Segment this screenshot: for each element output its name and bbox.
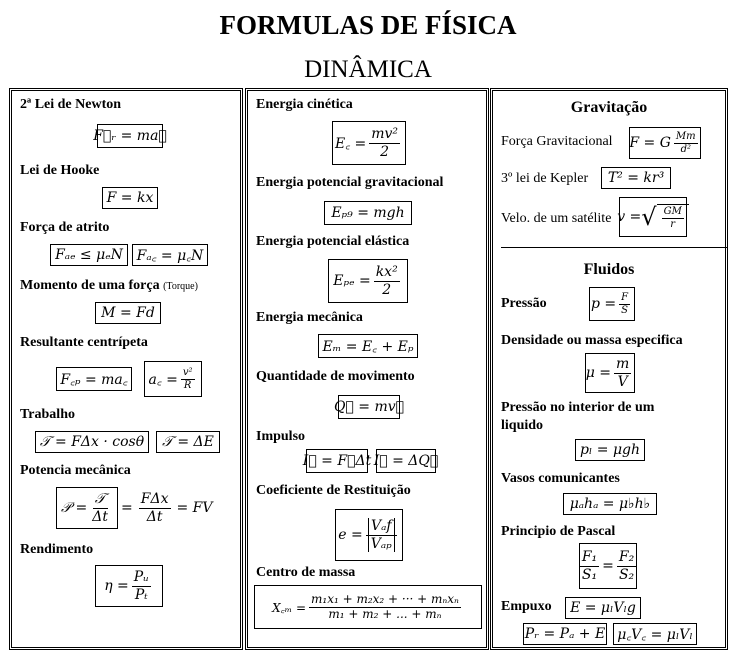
- satelite-den: r: [670, 218, 676, 230]
- formula-impulso-1: I⃗ = F⃗Δt: [306, 449, 368, 473]
- formula-impulso-2: I⃗ = ΔQ⃗: [376, 449, 436, 473]
- formula-atrito-cinetico: Fₐ꜀ = μ꜀N: [132, 244, 208, 266]
- satelite-sqrt: [641, 204, 689, 230]
- heading-restituicao: Coeficiente de Restituição: [256, 483, 411, 498]
- restituicao-num-wrap: [366, 518, 397, 535]
- centro-massa-lhs: X꜀ₘ =: [272, 600, 307, 615]
- cinetica-lhs: E꜀ =: [334, 135, 367, 152]
- rendimento-lhs: η =: [104, 578, 129, 594]
- cinetica-num: mv²: [371, 126, 399, 143]
- acel-centripeta-den: R: [183, 379, 192, 391]
- formula-satelite: [619, 197, 687, 237]
- pressao-num: F: [621, 292, 629, 303]
- formula-trabalho-2: 𝒯 = ΔE: [156, 431, 220, 453]
- formula-densidades-volumes: μ꜀V꜀ = μₗVₗ: [613, 623, 697, 645]
- potencia-eq: =: [121, 500, 133, 516]
- heading-densidade: Densidade ou massa especifica: [501, 333, 683, 348]
- formula-potencial-gravitacional: Eₚ₉ = mgh: [324, 201, 412, 225]
- potencia-den-2: Δt: [146, 508, 163, 525]
- acel-centripeta-lhs: a꜀ =: [148, 371, 178, 388]
- heading-momento-text: Momento de uma força: [20, 278, 160, 293]
- heading-atrito: Força de atrito: [20, 220, 110, 235]
- elastica-lhs: Eₚₑ =: [333, 273, 371, 289]
- pascal-num-1: F₁: [581, 549, 598, 566]
- formula-pressao: [589, 287, 635, 321]
- sqrt-icon: √: [641, 203, 657, 231]
- heading-vasos: Vasos comunicantes: [501, 471, 620, 486]
- formula-mecanica: Eₘ = E꜀ + Eₚ: [318, 334, 418, 358]
- formula-pressao-resultante: Pᵣ = Pₐ + E: [523, 623, 607, 645]
- restituicao-den-wrap: [366, 536, 397, 552]
- formula-trabalho-1: 𝒯 = FΔx · cosθ: [35, 431, 149, 453]
- label-satelite: Velo. de um satélite: [501, 211, 612, 226]
- satelite-under: [657, 204, 689, 230]
- heading-newton: 2ª Lei de Newton: [20, 97, 122, 112]
- formula-momento: M = Fd: [95, 302, 161, 324]
- formula-potencia: [56, 487, 213, 529]
- formula-densidade: [585, 353, 635, 393]
- formula-vasos: μₐhₐ = μ♭h♭: [563, 493, 657, 515]
- potencia-den-1: Δt: [92, 508, 109, 525]
- pascal-den-2: S₂: [618, 566, 635, 583]
- formula-restituicao: [335, 509, 403, 561]
- rendimento-den: Pₜ: [134, 586, 148, 603]
- heading-momento: [20, 278, 198, 294]
- restituicao-num: Vₐf: [368, 518, 395, 534]
- heading-cinetica: Energia cinética: [256, 97, 353, 112]
- heading-pressao-interior-1: Pressão no interior de um: [501, 400, 655, 415]
- formula-cinetica: [332, 121, 406, 165]
- acel-centripeta-num: v²: [182, 367, 193, 378]
- rendimento-frac: [132, 569, 151, 602]
- forca-grav-num: Mm: [675, 131, 696, 142]
- rendimento-num: Pᵤ: [133, 569, 149, 586]
- column-middle: [245, 88, 489, 650]
- formula-newton: F⃗ᵣ = ma⃗: [97, 124, 163, 148]
- page-title: FORMULAS DE FÍSICA: [219, 10, 517, 40]
- formula-forca-centripeta: F꜀ₚ = ma꜀: [56, 367, 132, 391]
- column-right: [490, 88, 728, 650]
- formula-empuxo: E = μₗVₗg: [565, 597, 641, 619]
- column-left: [9, 88, 243, 650]
- pressao-den: S: [621, 304, 628, 316]
- formula-atrito-estatico: Fₐₑ ≤ μₑN: [50, 244, 128, 266]
- restituicao-frac: [366, 518, 397, 551]
- elastica-den: 2: [382, 281, 392, 298]
- heading-potencial-gravitacional: Energia potencial gravitacional: [256, 175, 444, 190]
- label-forca-gravitacional: Força Gravitacional: [501, 134, 613, 149]
- satelite-frac: [662, 206, 684, 230]
- centro-massa-frac: [309, 593, 461, 622]
- potencia-frac-2: [139, 491, 171, 524]
- heading-hooke: Lei de Hooke: [20, 163, 100, 178]
- formula-forca-gravitacional: [629, 127, 701, 159]
- restituicao-den: Vₐₚ: [368, 536, 395, 552]
- densidade-lhs: μ =: [585, 365, 611, 381]
- satelite-num: GM: [663, 206, 682, 217]
- cinetica-den: 2: [380, 143, 390, 160]
- potencia-num-1: 𝒯: [94, 491, 106, 508]
- heading-centro-massa: Centro de massa: [256, 565, 356, 580]
- heading-rendimento: Rendimento: [20, 542, 94, 557]
- formula-centro-massa: [254, 585, 482, 629]
- pascal-frac-2: [617, 549, 636, 582]
- section-title-gravitacao: Gravitação: [570, 99, 648, 116]
- heading-trabalho: Trabalho: [20, 407, 75, 422]
- section-divider: [501, 247, 727, 248]
- forca-grav-lhs: F = G: [629, 135, 671, 151]
- pascal-frac-1: [580, 549, 599, 582]
- heading-impulso: Impulso: [256, 429, 306, 444]
- heading-pressao: Pressão: [501, 296, 547, 311]
- cinetica-frac: [369, 126, 400, 159]
- potencia-rhs: = FV: [176, 500, 213, 516]
- potencia-num-2: FΔx: [140, 491, 169, 508]
- heading-centripeta: Resultante centrípeta: [20, 335, 148, 350]
- densidade-num: m: [616, 356, 630, 373]
- pascal-den-1: S₁: [581, 566, 598, 583]
- pascal-num-2: F₂: [618, 549, 635, 566]
- heading-mecanica: Energia mecânica: [256, 310, 363, 325]
- formula-potencial-elastica: [328, 259, 408, 303]
- pascal-eq: =: [602, 558, 614, 574]
- elastica-num: kx²: [375, 264, 398, 281]
- formula-pressao-interior: pₗ = μgh: [575, 439, 645, 461]
- heading-pascal: Principio de Pascal: [501, 524, 616, 539]
- potencia-lhs: 𝒫 =: [61, 500, 88, 516]
- pressao-lhs: p =: [590, 296, 617, 312]
- section-title-fluidos: Fluidos: [583, 261, 635, 278]
- densidade-den: V: [617, 373, 628, 390]
- label-kepler: 3º lei de Kepler: [501, 171, 589, 186]
- formula-kepler: T² = kr³: [601, 167, 671, 189]
- heading-potencial-elastica: Energia potencial elástica: [256, 234, 410, 249]
- heading-empuxo: Empuxo: [501, 599, 552, 614]
- forca-grav-frac: [674, 131, 698, 155]
- acel-centripeta-frac: [181, 367, 195, 391]
- potencia-frac-1: [90, 491, 110, 524]
- elastica-frac: [374, 264, 400, 297]
- densidade-frac: [614, 356, 631, 389]
- formula-rendimento: [95, 565, 163, 607]
- centro-massa-den: m₁ + m₂ + ... + mₙ: [328, 606, 442, 621]
- formula-aceleracao-centripeta: [144, 361, 202, 397]
- pressao-frac: [619, 292, 630, 316]
- centro-massa-num: m₁x₁ + m₂x₂ + ··· + mₙxₙ: [311, 591, 459, 606]
- page-subtitle: DINÂMICA: [304, 56, 432, 83]
- restituicao-lhs: e =: [338, 527, 363, 543]
- formula-movimento: Q⃗ = mv⃗: [338, 395, 400, 419]
- formula-hooke: F = kx: [102, 187, 158, 209]
- heading-potencia: Potencia mecânica: [20, 463, 131, 478]
- heading-momento-note: (Torque): [163, 281, 198, 292]
- formula-potencia-box: [56, 487, 118, 529]
- forca-grav-den: d²: [680, 143, 691, 155]
- satelite-lhs: v =: [617, 209, 642, 225]
- heading-pressao-interior-2: liquido: [501, 418, 544, 433]
- heading-movimento: Quantidade de movimento: [256, 369, 415, 384]
- formula-pascal: [579, 543, 637, 589]
